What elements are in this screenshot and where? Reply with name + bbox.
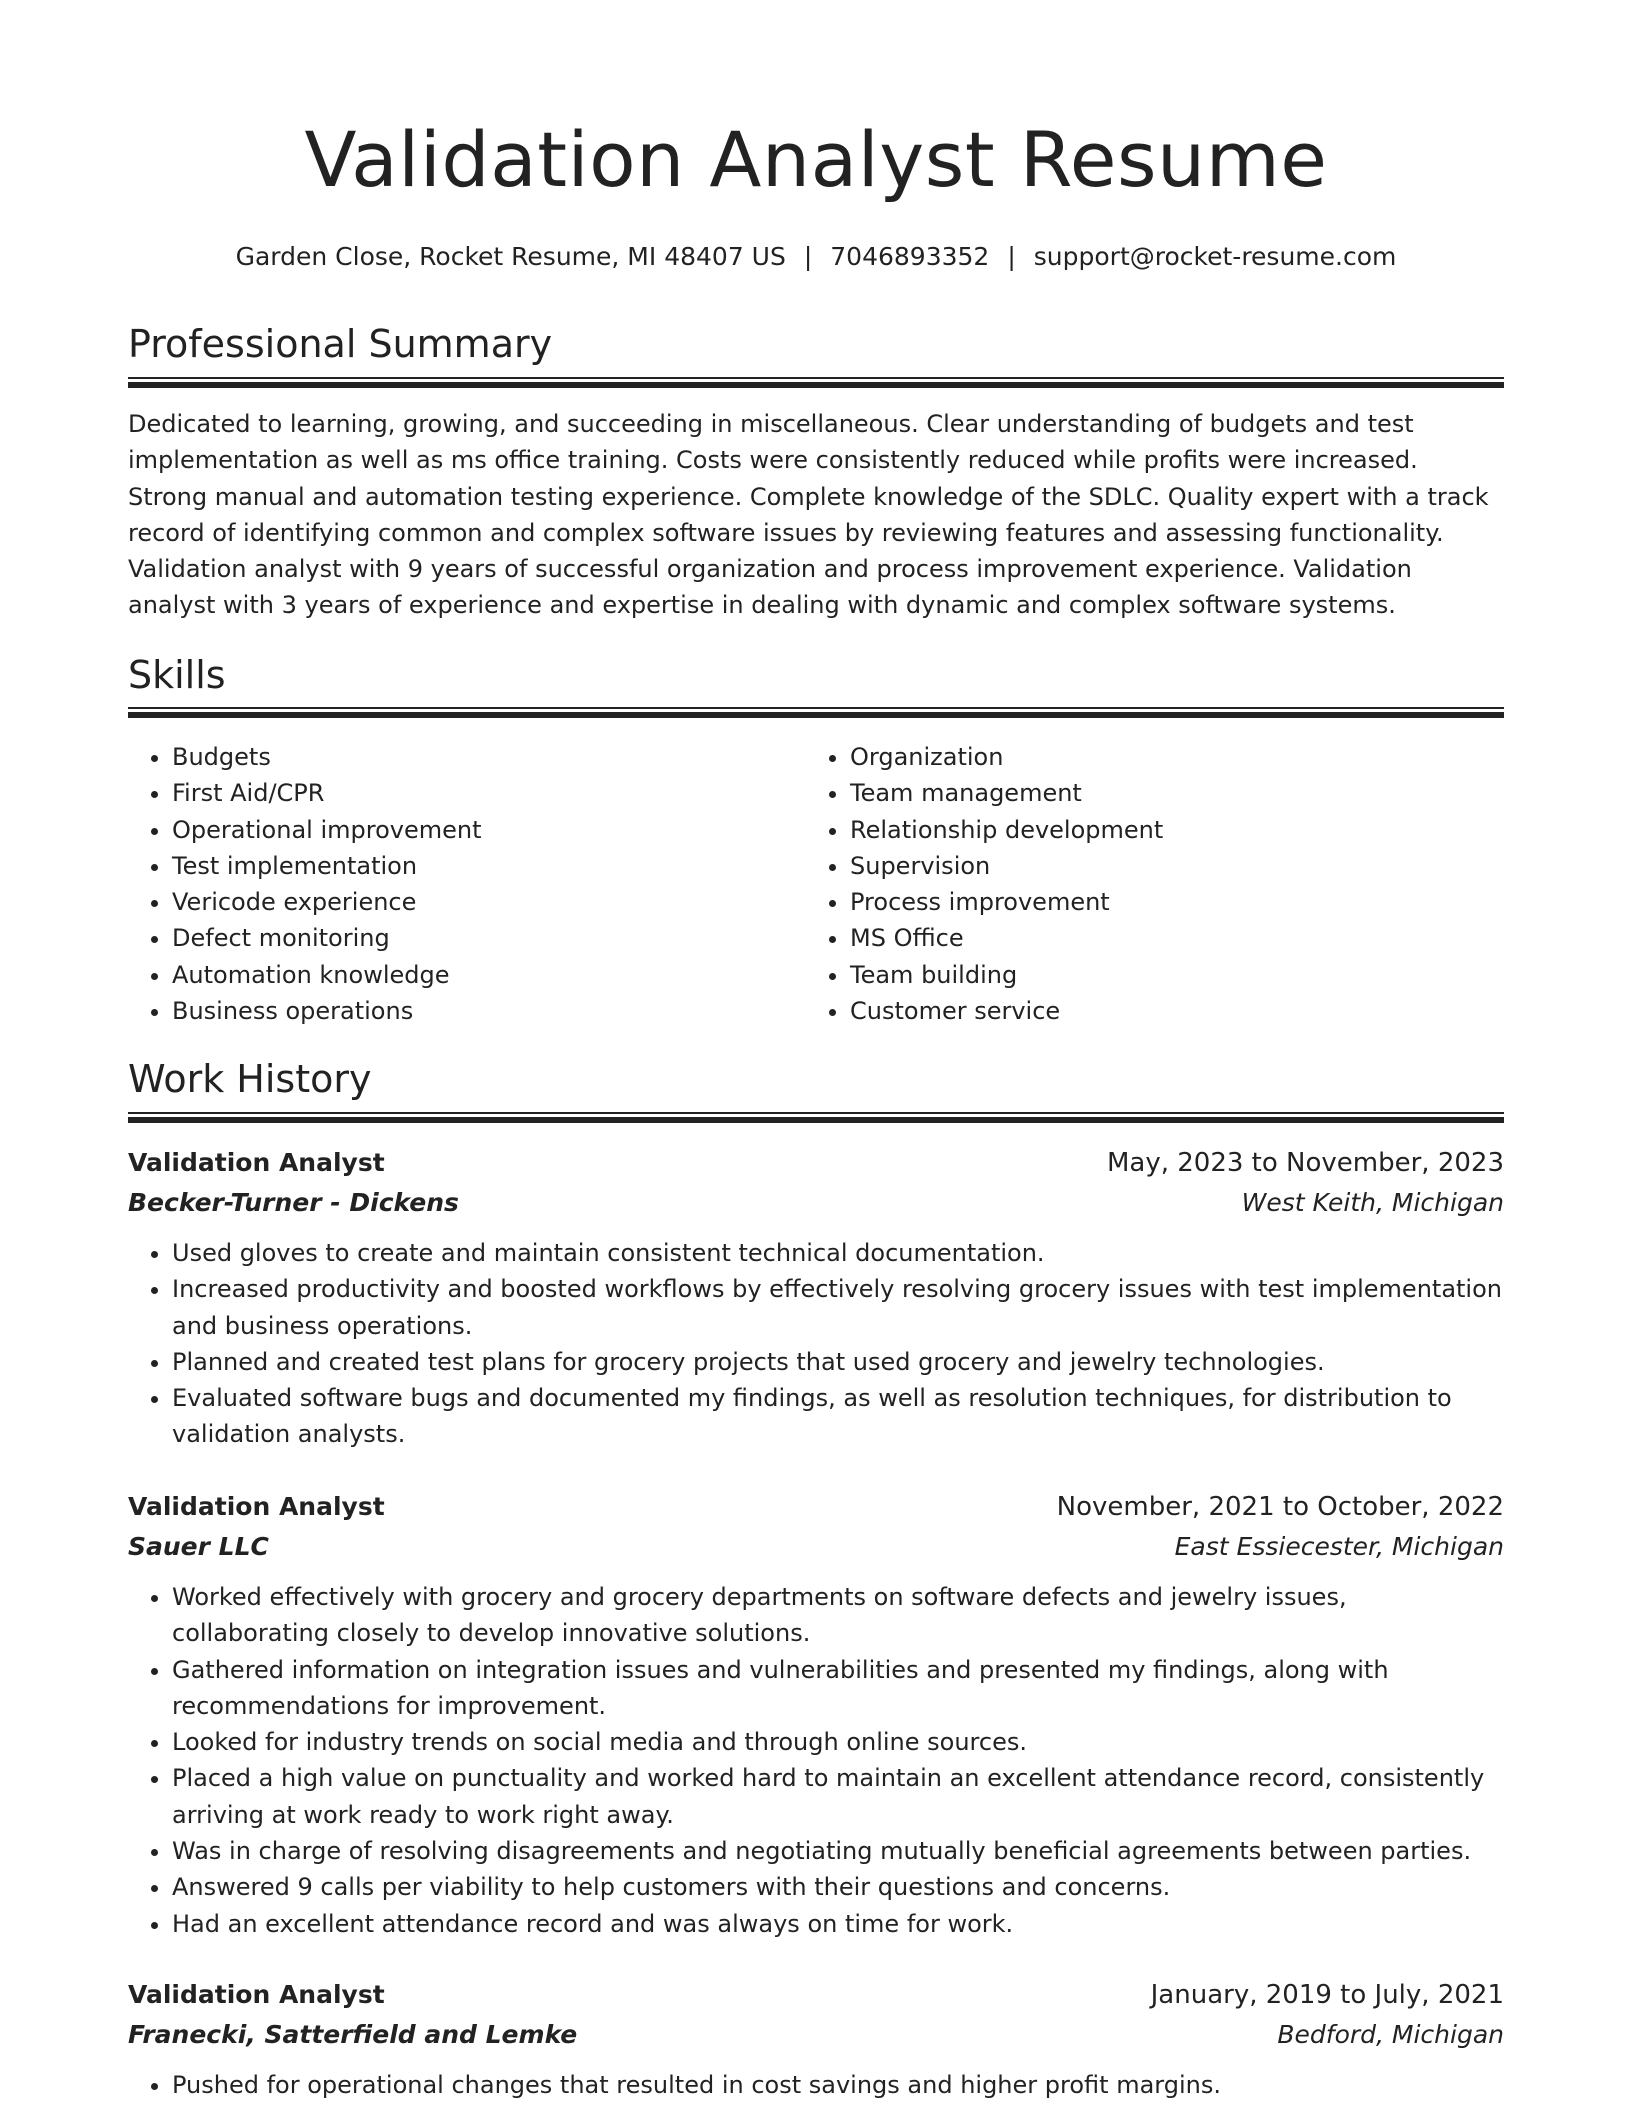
skills-list: [128, 739, 1504, 1029]
section-title-summary: Professional Summary: [128, 322, 553, 366]
job-bullets: [128, 2067, 1504, 2103]
job-entry: [128, 1143, 1504, 1453]
skill-item: • MS Office: [850, 920, 1484, 956]
job-title: Validation Analyst: [128, 1980, 385, 2009]
skills-column-right: [806, 739, 1484, 1029]
job-bullets: [128, 1579, 1504, 1942]
job-dates: May, 2023 to November, 2023: [1106, 1148, 1504, 1178]
section-divider: [128, 1112, 1504, 1123]
skill-item: • Supervision: [850, 848, 1484, 884]
skill-item: • Vericode experience: [172, 884, 806, 920]
job-bullet: • Had an excellent attendance record and was always on time for work.: [172, 1906, 1504, 1942]
job-header-row: [128, 1143, 1504, 1183]
skill-item: • First Aid/CPR: [172, 775, 806, 811]
section-divider: [128, 377, 1504, 388]
skill-item: • Organization: [850, 739, 1484, 775]
summary-text: Dedicated to learning, growing, and succeeding in miscellaneous. Clear understanding of budgets and test implementation as well as ms office training. Costs were consistently reduced while profits were increased. Strong manual and automation testing experience. Complete knowledge of the SDLC. Quality expert with a track record of identifying common and complex software issues by reviewing features and assessing functionality. Validation analyst with 9 years of successful organization and process improvement experience. Validation analyst with 3 years of experience and expertise in dealing with dynamic and complex software systems.: [128, 410, 1489, 620]
section-divider: [128, 707, 1504, 718]
job-location: East Essiecester, Michigan: [1174, 1532, 1504, 1561]
job-subheader-row: [128, 1183, 1504, 1223]
job-bullet: • Was in charge of resolving disagreements and negotiating mutually beneficial agreements between parties.: [172, 1833, 1504, 1869]
job-bullet: • Worked effectively with grocery and grocery departments on software defects and jewelry issues, collaborating closely to develop innovative solutions.: [172, 1579, 1504, 1652]
job-entry: [128, 1487, 1504, 1942]
skill-item: • Team management: [850, 775, 1484, 811]
job-company: Becker-Turner - Dickens: [128, 1188, 459, 1217]
job-bullet: • Gathered information on integration issues and vulnerabilities and presented my findings, along with recommendations for improvement.: [172, 1652, 1504, 1725]
skill-item: • Team building: [850, 957, 1484, 993]
contact-separator: |: [803, 242, 813, 271]
job-entry: [128, 1975, 1504, 2103]
contact-separator: |: [1007, 242, 1016, 271]
section-title-work-history: Work History: [128, 1057, 372, 1101]
contact-email: support@rocket-resume.com: [1033, 242, 1397, 271]
job-location: Bedford, Michigan: [1277, 2020, 1504, 2049]
job-subheader-row: [128, 1527, 1504, 1567]
contact-phone: 7046893352: [830, 242, 990, 271]
job-header-row: [128, 1487, 1504, 1527]
job-bullet: • Placed a high value on punctuality and worked hard to maintain an excellent attendance record, consistently arriving at work ready to work right away.: [172, 1760, 1504, 1833]
job-bullet: • Increased productivity and boosted workflows by effectively resolving grocery issues with test implementation and business operations.: [172, 1271, 1504, 1344]
contact-line: [128, 241, 1504, 273]
skill-item: • Relationship development: [850, 812, 1484, 848]
job-dates: January, 2019 to July, 2021: [1150, 1980, 1504, 2010]
job-location: West Keith, Michigan: [1241, 1188, 1504, 1217]
job-title: Validation Analyst: [128, 1148, 385, 1177]
job-subheader-row: [128, 2015, 1504, 2055]
skill-item: • Operational improvement: [172, 812, 806, 848]
resume-title: Validation Analyst Resume: [304, 115, 1328, 204]
job-header-row: [128, 1975, 1504, 2015]
job-bullet: • Looked for industry trends on social media and through online sources.: [172, 1724, 1504, 1760]
job-bullet: • Evaluated software bugs and documented my findings, as well as resolution techniques, for distribution to validation analysts.: [172, 1380, 1504, 1453]
skill-item: • Defect monitoring: [172, 920, 806, 956]
job-company: Franecki, Satterfield and Lemke: [128, 2020, 578, 2049]
skills-column-left: [128, 739, 806, 1029]
job-bullet: • Used gloves to create and maintain consistent technical documentation.: [172, 1235, 1504, 1271]
skill-item: • Customer service: [850, 993, 1484, 1029]
job-bullet: • Pushed for operational changes that resulted in cost savings and higher profit margins.: [172, 2067, 1504, 2103]
job-title: Validation Analyst: [128, 1492, 385, 1521]
job-bullet: • Planned and created test plans for grocery projects that used grocery and jewelry technologies.: [172, 1344, 1504, 1380]
skill-item: • Business operations: [172, 993, 806, 1029]
skill-item: • Test implementation: [172, 848, 806, 884]
job-bullets: [128, 1235, 1504, 1453]
skill-item: • Budgets: [172, 739, 806, 775]
section-title-skills: Skills: [128, 653, 226, 697]
job-dates: November, 2021 to October, 2022: [1056, 1492, 1504, 1522]
skill-item: • Process improvement: [850, 884, 1484, 920]
job-bullet: • Answered 9 calls per viability to help customers with their questions and concerns.: [172, 1869, 1504, 1905]
skill-item: • Automation knowledge: [172, 957, 806, 993]
contact-address: Garden Close, Rocket Resume, MI 48407 US: [235, 242, 786, 271]
job-company: Sauer LLC: [128, 1532, 269, 1561]
